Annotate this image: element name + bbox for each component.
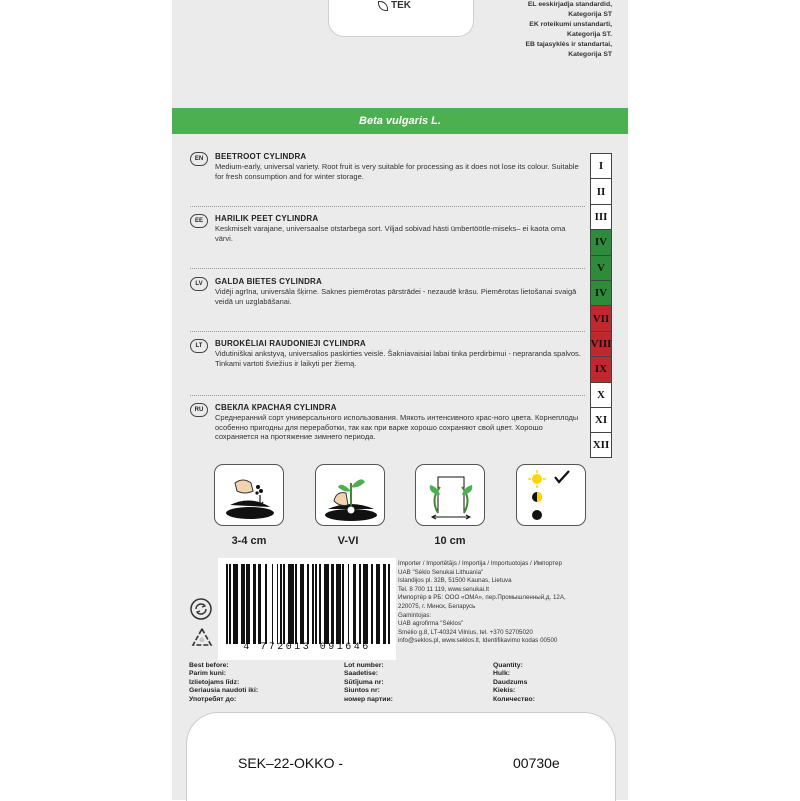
month-cell: III <box>590 204 612 229</box>
divider <box>190 395 585 396</box>
batch-code: SEK–22-OKKO - <box>238 755 344 771</box>
section-text: Vidēji agrīna, universāla šķirne. Saknes piemērotas pārstrādei - nezaudē krāsu. Piemērotas lietošanai svaigā veidā un uzglabāšanai. <box>215 287 577 306</box>
section-title: СВЕКЛА КРАСНАЯ CYLINDRA <box>215 403 337 412</box>
month-cell: V <box>590 255 612 280</box>
month-cell: II <box>590 178 612 203</box>
section-text: Medium-early, universal variety. Root fruit is very suitable for processing as it does not lose its colour. Suitable for fresh consumption and for winter storage. <box>215 162 579 181</box>
lang-badge: EN <box>190 152 208 166</box>
month-cell: IX <box>590 356 612 381</box>
barcode-digits: 4 772013 091646 <box>243 642 371 653</box>
section-ru <box>190 403 585 442</box>
month-cell: X <box>590 382 612 407</box>
month-cell: I <box>590 153 612 178</box>
month-cell: VII <box>590 305 612 330</box>
section-en <box>190 152 585 181</box>
month-cell: XII <box>590 432 612 457</box>
plant-spacing-label: 10 cm <box>434 535 466 547</box>
section-ee <box>190 214 585 243</box>
plant-spacing-icon <box>415 464 485 526</box>
section-text: Vidutiniškai ankstyvą, universalios paskirties veislė. Šakniavaisiai labai tinka perdirbimui - nepraranda spalvos. Tinkami vartoti šviežius ir laikyti per žiemą. <box>215 349 581 368</box>
section-lv <box>190 277 585 306</box>
sunlight-icon <box>516 464 586 526</box>
lang-badge: RU <box>190 403 208 417</box>
brand-logo <box>378 0 411 11</box>
species-banner <box>172 108 628 134</box>
lot-number-labels: Lot number: Saadetise: Sūtījuma nr: Siuntos nr: номер партии: <box>344 662 393 703</box>
sowing-depth-label: 3-4 cm <box>231 535 267 547</box>
brand-name: TEK <box>391 0 411 11</box>
section-text: Keskmiselt varajane, universaalse otstarbega sort. Viljad sobivad hästi ümbertöötle-miseks– ei kaota oma värvi. <box>215 224 566 243</box>
month-cell: IV <box>590 280 612 305</box>
standards-text: EL eeskirjadja standardid, Kategorija ST EK roteikumi unstandarti, Kategorija ST. EB tajasyklės ir standartai, Kategorija ST <box>525 1 612 58</box>
importer-info: Importer / Importētājs / Importija / Importuotojas / Импортер UAB "Sėklo Senukai Lithuania" Islandijos pl. 32B, 51500 Kaunas, Lietuva Tel. 8 700 11 119, www.senukai.lt Импортёр в РБ: ООО «ОМА», пер.Промышленный,д. 12А, 220075, г. Минск, Беларусь Gamintojas: UAB agrofirma "Sėklos" Smėlio g.8, LT-40324 Vilnius, tel. +370 52705020 info@seklos.pl, www.seklos.lt, Identifikavimo kodas 00500 <box>398 560 566 645</box>
section-title: GALDA BIETES CYLINDRA <box>215 277 323 286</box>
section-lt <box>190 339 585 368</box>
month-cell: XI <box>590 407 612 432</box>
section-text: Среднеранний сорт универсального использования. Мякоть интенсивного крас-ного цвета. Корнеплоды особенно пригодны для переработки, так как при варке хорошо сохраняют свой цвет. Хорошо сохраняется на протяжение зимнего периода. <box>215 413 579 441</box>
sowing-depth-icon <box>214 464 284 526</box>
planting-month-label: V-VI <box>337 535 359 547</box>
month-cell: IV <box>590 229 612 254</box>
lang-badge: LT <box>190 339 208 353</box>
divider <box>190 206 585 207</box>
quantity-labels: Quantity: Hulk: Daudzums Kiekis: Количество: <box>493 662 535 703</box>
lang-badge: EE <box>190 214 208 228</box>
lang-badge: LV <box>190 277 208 291</box>
section-title: BEETROOT CYLINDRA <box>215 152 307 161</box>
species-title: Beta vulgaris L. <box>359 115 441 127</box>
section-title: BUROKĖLIAI RAUDONIEJI CYLINDRA <box>215 339 366 348</box>
divider <box>190 268 585 269</box>
recycle-circle-icon <box>190 598 212 620</box>
month-cell: VIII <box>590 331 612 356</box>
svg-text:♲: ♲ <box>199 638 205 644</box>
best-before-labels: Best before: Parim kuni: Izlietojams līdz: Geriausia naudoti iki: Употребят до: <box>189 662 259 703</box>
sowing-calendar <box>590 153 612 458</box>
leaf-icon <box>378 1 388 11</box>
planting-month-icon <box>315 464 385 526</box>
section-title: HARILIK PEET CYLINDRA <box>215 214 319 223</box>
product-code: 00730e <box>513 755 560 771</box>
barcode <box>218 558 396 660</box>
recycle-triangle-icon <box>189 626 215 652</box>
barcode-bars <box>226 564 390 644</box>
divider <box>190 331 585 332</box>
